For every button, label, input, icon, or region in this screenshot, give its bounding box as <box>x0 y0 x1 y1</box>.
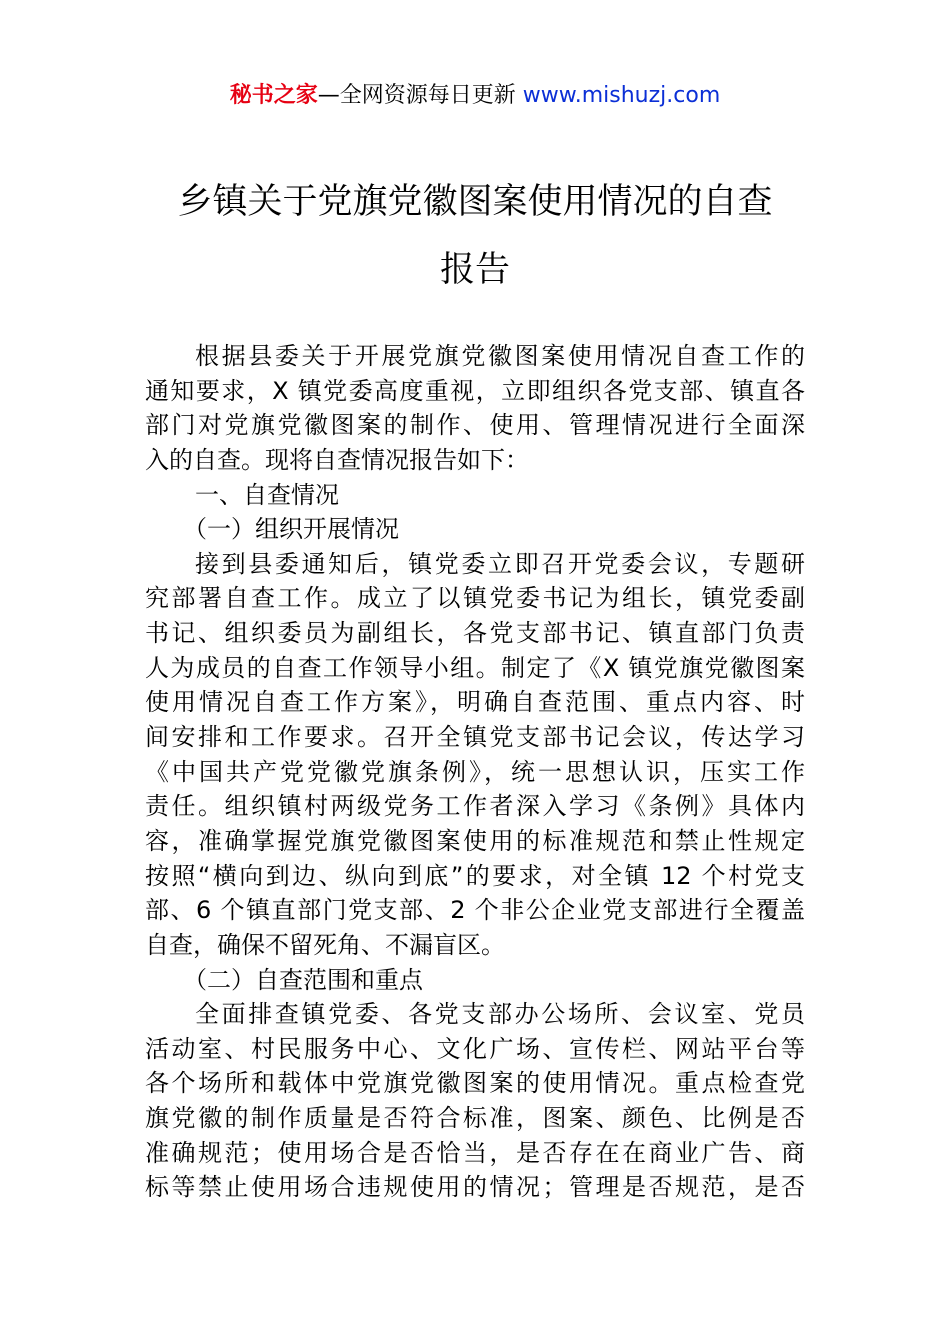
paragraph-line: 标等禁止使用场合违规使用的情况；管理是否规范，是否 <box>145 1173 805 1202</box>
paragraph-line: 部门对党旗党徽图案的制作、使用、管理情况进行全面深 <box>145 411 805 440</box>
subsection-heading: （一）组织开展情况 <box>183 515 399 544</box>
paragraph-line: 准确规范；使用场合是否恰当，是否存在在商业广告、商 <box>145 1138 805 1167</box>
paragraph-line: 使用情况自查工作方案》，明确自查范围、重点内容、时 <box>145 688 805 717</box>
paragraph-line: 活动室、村民服务中心、文化广场、宣传栏、网站平台等 <box>145 1034 805 1063</box>
document-title-line-2: 报告 <box>439 250 510 290</box>
paragraph-line: 按照“横向到边、纵向到底”的要求，对全镇 12 个村党支 <box>145 861 805 890</box>
paragraph-line: 究部署自查工作。成立了以镇党委书记为组长，镇党委副 <box>145 584 805 613</box>
document-body <box>145 339 805 1205</box>
paragraph-line: 根据县委关于开展党旗党徽图案使用情况自查工作的 <box>195 342 805 370</box>
site-url-link[interactable]: www.mishuzj.com <box>522 83 721 108</box>
paragraph-line: 书记、组织委员为副组长，各党支部书记、镇直部门负责 <box>145 619 805 648</box>
paragraph-line: 全面排查镇党委、各党支部办公场所、会议室、党员 <box>195 1000 805 1029</box>
paragraph-line: 自查，确保不留死角、不漏盲区。 <box>145 930 505 959</box>
site-header <box>0 80 950 112</box>
section-heading: 一、自查情况 <box>195 480 339 509</box>
brand-name: 秘书之家 <box>229 83 318 108</box>
paragraph-line: 人为成员的自查工作领导小组。制定了《X 镇党旗党徽图案 <box>145 653 805 682</box>
paragraph-line: 各个场所和载体中党旗党徽图案的使用情况。重点检查党 <box>145 1069 805 1098</box>
header-tagline: —全网资源每日更新 <box>317 83 523 108</box>
paragraph-line: 入的自查。现将自查情况报告如下： <box>145 445 529 474</box>
document-title-line-1: 乡镇关于党旗党徽图案使用情况的自查 <box>177 182 773 222</box>
paragraph-line: 接到县委通知后，镇党委立即召开党委会议，专题研 <box>195 549 805 578</box>
paragraph-line: 旗党徽的制作质量是否符合标准，图案、颜色、比例是否 <box>145 1104 805 1133</box>
paragraph-line: 部、6 个镇直部门党支部、2 个非公企业党支部进行全覆盖 <box>145 896 805 925</box>
subsection-heading: （二）自查范围和重点 <box>183 965 423 994</box>
paragraph-line: 容，准确掌握党旗党徽图案使用的标准规范和禁止性规定 <box>145 826 805 855</box>
paragraph-line: 责任。组织镇村两级党务工作者深入学习《条例》具体内 <box>145 792 805 821</box>
paragraph-line: 间安排和工作要求。召开全镇党支部书记会议，传达学习 <box>145 723 805 752</box>
paragraph-line: 《中国共产党党徽党旗条例》，统一思想认识，压实工作 <box>145 757 805 786</box>
paragraph-line: 通知要求，X 镇党委高度重视，立即组织各党支部、镇直各 <box>145 376 805 405</box>
